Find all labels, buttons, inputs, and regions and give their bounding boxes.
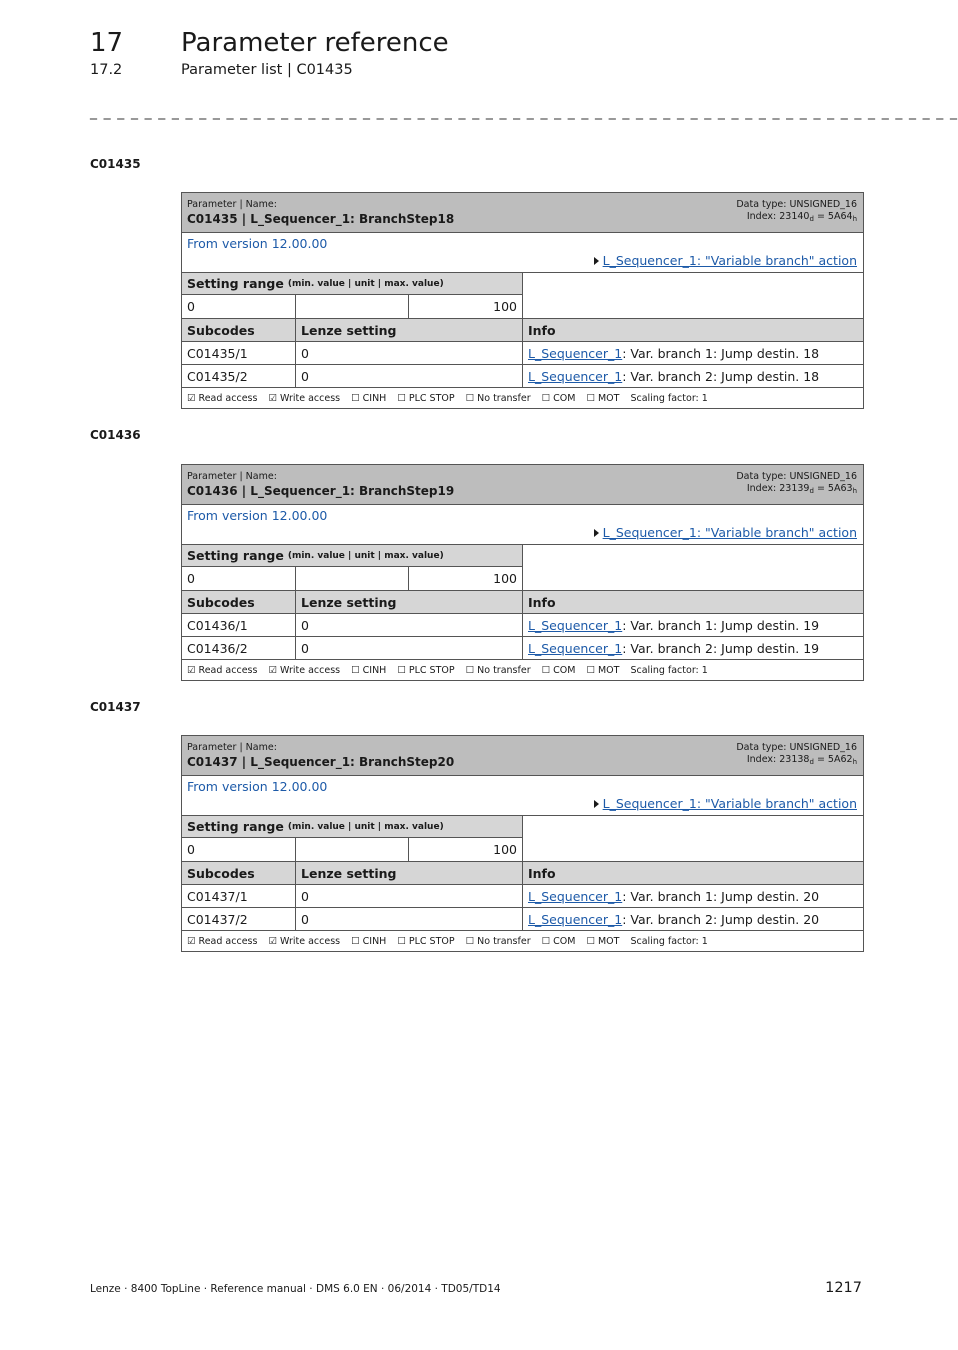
range-min: 0 [182,295,296,318]
subcodes-col-header: Subcodes [182,591,296,613]
section-number: 17.2 [90,62,123,78]
chapter-number: 17 [90,28,124,58]
setting-range [182,273,863,319]
footer-doc-info: Lenze · 8400 TopLine · Reference manual · DMS 6.0 EN · 06/2014 · TD05/TD14 [90,1283,501,1295]
range-unit [296,567,410,590]
param-name: C01435 | L_Sequencer_1: BranchStep18 [187,212,455,226]
setting-range [182,816,863,862]
table-row [182,342,863,365]
param-heading: C01435 [90,157,141,171]
flag-cinh: ☐ CINH [351,392,387,404]
flag-read-access: ☑ Read access [187,935,258,947]
data-type: Data type: UNSIGNED_16 [736,742,857,753]
chapter-title: Parameter reference [181,28,449,58]
variable-branch-action-link[interactable]: L_Sequencer_1: "Variable branch" action [594,525,857,540]
from-version: From version 12.00.00 [187,508,328,523]
lenze-setting: 0 [296,614,523,636]
lenze-setting-col-header: Lenze setting [296,591,523,613]
flag-no-transfer: ☐ No transfer [465,664,531,676]
access-flags [182,388,863,408]
lenze-setting: 0 [296,637,523,659]
info-cell: L_Sequencer_1 : Var. branch 1: Jump destin. 18 [528,345,820,361]
param-table [181,735,864,952]
scaling-factor: Scaling factor: 1 [630,935,708,947]
range-max: 100 [493,842,518,857]
lenze-setting: 0 [296,365,523,387]
table-row [182,908,863,931]
sequencer-link[interactable]: L_Sequencer_1 [528,888,623,904]
subcodes-header-row [182,319,863,342]
flag-write-access: ☑ Write access [268,664,341,676]
info-col-header: Info [528,594,556,610]
param-name: C01436 | L_Sequencer_1: BranchStep19 [187,484,455,498]
subcodes-header-row [182,591,863,614]
param-name-label: Parameter | Name: [187,471,277,482]
info-cell: L_Sequencer_1 : Var. branch 2: Jump destin. 19 [528,640,820,656]
param-heading: C01437 [90,700,141,714]
table-row [182,614,863,637]
flag-plc-stop: ☐ PLC STOP [397,664,455,676]
version-row [182,233,863,273]
range-max: 100 [493,299,518,314]
page-number: 1217 [825,1280,862,1296]
sequencer-link[interactable]: L_Sequencer_1 [528,368,623,384]
info-col-header: Info [528,322,556,338]
flag-cinh: ☐ CINH [351,664,387,676]
data-type: Data type: UNSIGNED_16 [736,471,857,482]
setting-range-title: Setting range (min. value | unit | max. value) [182,273,522,295]
dashed-separator: _ _ _ _ _ _ _ _ _ _ _ _ _ _ _ _ _ _ _ _ _ _ _ _ _ _ _ _ _ _ _ _ _ _ _ _ _ _ _ _ _ _ _ _ _ _ _ _ _ _ _ _ _ _ _ _ _ _ _ _ _ _ _ _ [90,104,958,120]
param-table [181,464,864,681]
arrow-right-icon [594,800,599,808]
subcode: C01436/1 [182,614,296,636]
sequencer-link[interactable]: L_Sequencer_1 [528,911,623,927]
flag-mot: ☐ MOT [586,392,620,404]
flag-com: ☐ COM [541,392,576,404]
flag-cinh: ☐ CINH [351,935,387,947]
variable-branch-action-link[interactable]: L_Sequencer_1: "Variable branch" action [594,796,857,811]
section-title: Parameter list | C01435 [181,62,353,78]
subcodes-col-header: Subcodes [182,319,296,341]
sequencer-link[interactable]: L_Sequencer_1 [528,345,623,361]
access-flags [182,931,863,951]
flag-read-access: ☑ Read access [187,392,258,404]
param-heading: C01436 [90,428,141,442]
range-unit [296,295,410,318]
param-index: Index: $23139_d = 5A63_h$ [746,483,857,495]
sequencer-link[interactable]: L_Sequencer_1 [528,617,623,633]
param-name-label: Parameter | Name: [187,742,277,753]
subcode: C01437/2 [182,908,296,930]
sequencer-link[interactable]: L_Sequencer_1 [528,640,623,656]
variable-branch-action-link[interactable]: L_Sequencer_1: "Variable branch" action [594,253,857,268]
setting-range-title: Setting range (min. value | unit | max. value) [182,816,522,838]
subcode: C01437/1 [182,885,296,907]
table-row [182,637,863,660]
data-type: Data type: UNSIGNED_16 [736,199,857,210]
info-cell: L_Sequencer_1 : Var. branch 1: Jump destin. 19 [528,617,820,633]
lenze-setting: 0 [296,908,523,930]
version-row [182,776,863,816]
range-min: 0 [182,838,296,861]
version-row [182,505,863,545]
flag-read-access: ☑ Read access [187,664,258,676]
flag-no-transfer: ☐ No transfer [465,935,531,947]
setting-range [182,545,863,591]
range-min: 0 [182,567,296,590]
lenze-setting: 0 [296,342,523,364]
subcodes-col-header: Subcodes [182,862,296,884]
info-col-header: Info [528,865,556,881]
from-version: From version 12.00.00 [187,779,328,794]
lenze-setting-col-header: Lenze setting [296,862,523,884]
scaling-factor: Scaling factor: 1 [630,664,708,676]
table-row [182,885,863,908]
subcode: C01436/2 [182,637,296,659]
access-flags [182,660,863,680]
info-cell: L_Sequencer_1 : Var. branch 1: Jump destin. 20 [528,888,820,904]
param-index: Index: $23140_d = 5A64_h$ [746,211,857,223]
flag-mot: ☐ MOT [586,664,620,676]
range-unit [296,838,410,861]
param-name: C01437 | L_Sequencer_1: BranchStep20 [187,755,455,769]
arrow-right-icon [594,257,599,265]
param-table-header [182,193,863,233]
flag-mot: ☐ MOT [586,935,620,947]
scaling-factor: Scaling factor: 1 [630,392,708,404]
info-cell: L_Sequencer_1 : Var. branch 2: Jump destin. 18 [528,368,820,384]
table-row [182,365,863,388]
lenze-setting: 0 [296,885,523,907]
flag-com: ☐ COM [541,935,576,947]
flag-plc-stop: ☐ PLC STOP [397,935,455,947]
arrow-right-icon [594,529,599,537]
subcode: C01435/2 [182,365,296,387]
info-cell: L_Sequencer_1 : Var. branch 2: Jump destin. 20 [528,911,820,927]
flag-plc-stop: ☐ PLC STOP [397,392,455,404]
flag-no-transfer: ☐ No transfer [465,392,531,404]
flag-com: ☐ COM [541,664,576,676]
param-table-header [182,736,863,776]
range-max: 100 [493,571,518,586]
setting-range-title: Setting range (min. value | unit | max. value) [182,545,522,567]
param-table [181,192,864,409]
from-version: From version 12.00.00 [187,236,328,251]
flag-write-access: ☑ Write access [268,392,341,404]
param-index: Index: $23138_d = 5A62_h$ [746,754,857,766]
flag-write-access: ☑ Write access [268,935,341,947]
lenze-setting-col-header: Lenze setting [296,319,523,341]
subcode: C01435/1 [182,342,296,364]
subcodes-header-row [182,862,863,885]
param-table-header [182,465,863,505]
param-name-label: Parameter | Name: [187,199,277,210]
